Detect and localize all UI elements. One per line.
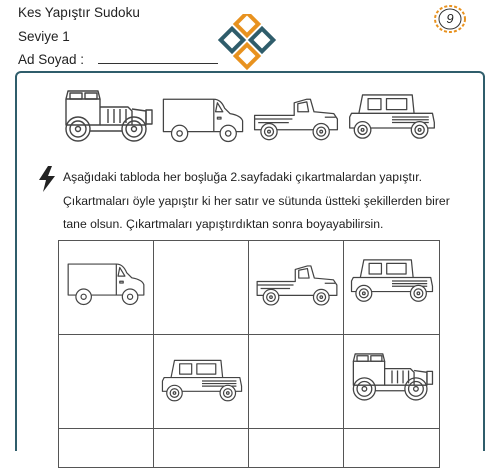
grid-cell[interactable] xyxy=(58,240,154,335)
page-number-badge xyxy=(433,4,467,34)
old-sedan-icon xyxy=(159,353,245,409)
pickup-truck-icon xyxy=(250,92,342,146)
vintage-car-icon xyxy=(58,85,158,145)
grid-cell[interactable] xyxy=(343,240,440,335)
instruction-line: Aşağıdaki tabloda her boşluğa 2.sayfadaki çıkartmalardan yapıştır. xyxy=(63,170,423,184)
name-write-line xyxy=(98,53,218,64)
grid-cell-empty[interactable] xyxy=(248,428,344,468)
grid-cell[interactable] xyxy=(153,334,249,429)
instructions-text xyxy=(63,166,473,237)
pickup-truck-icon xyxy=(253,259,341,311)
level-label: Seviye 1 xyxy=(18,29,70,44)
grid-cell-empty[interactable] xyxy=(58,428,154,468)
old-sedan-icon xyxy=(348,253,436,309)
grid-cell-empty[interactable] xyxy=(58,334,154,429)
old-sedan-icon xyxy=(346,88,438,146)
sudoku-grid xyxy=(58,240,440,440)
worksheet-title: Kes Yapıştır Sudoku xyxy=(18,5,140,20)
name-label: Ad Soyad : xyxy=(18,52,85,67)
van-icon xyxy=(158,92,248,146)
van-icon xyxy=(63,257,149,309)
lightning-icon xyxy=(37,166,57,192)
grid-cell-empty[interactable] xyxy=(153,428,249,468)
name-field-row xyxy=(18,52,218,67)
instruction-line: tane olsun. Çıkartmaları yapıştırdıktan sonra boyayabilirsin. xyxy=(63,217,384,231)
instruction-line: Çıkartmaları öyle yapıştır ki her satır ve sütunda üstteki şekillerden birer xyxy=(63,193,450,208)
grid-cell[interactable] xyxy=(248,240,344,335)
vintage-car-icon xyxy=(346,347,438,405)
page-number: 9 xyxy=(446,11,454,26)
grid-cell-empty[interactable] xyxy=(248,334,344,429)
grid-cell-empty[interactable] xyxy=(343,428,440,468)
grid-cell[interactable] xyxy=(343,334,440,429)
grid-cell-empty[interactable] xyxy=(153,240,249,335)
diamond-logo-icon xyxy=(214,14,282,74)
